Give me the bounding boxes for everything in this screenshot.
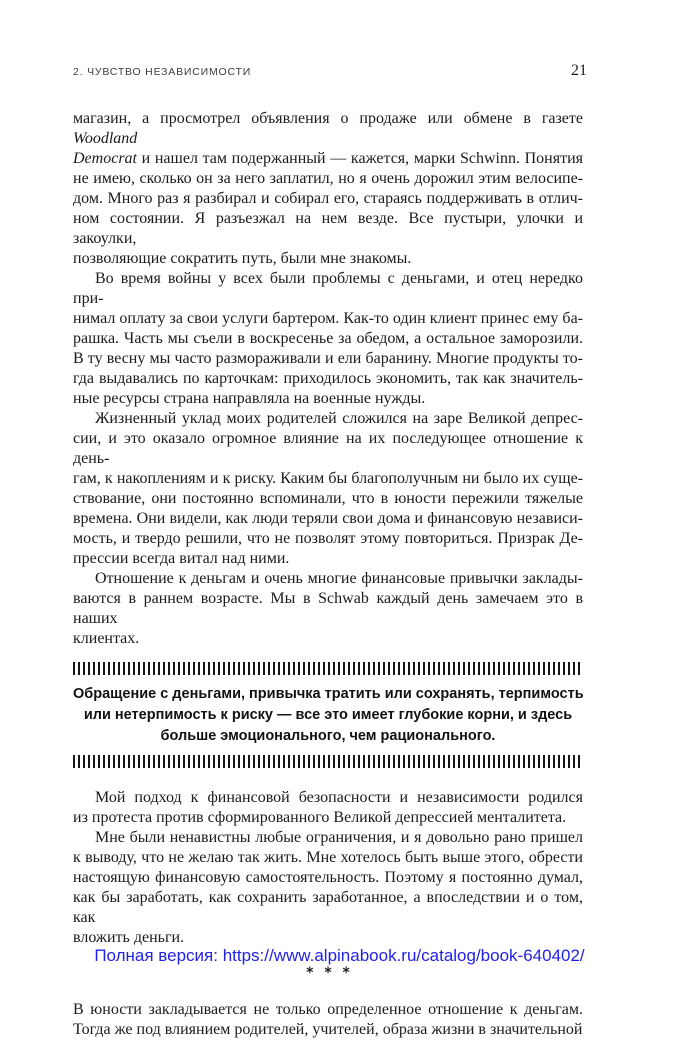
text-line: Жизненный уклад моих родителей сложился на заре Великой депрес- — [95, 410, 583, 427]
text-line: позволяющие сократить путь, были мне знакомы. — [73, 250, 412, 267]
text-line: настоящую финансовую самостоятельность. Поэтому я постоянно думал, — [73, 869, 583, 886]
paragraph-my-approach — [73, 788, 583, 828]
text-line: клиентах. — [73, 630, 140, 647]
paragraph-money-attitude — [73, 569, 583, 649]
page-body — [73, 109, 583, 1040]
text-line: времена. Они видели, как люди теряли свои дома и финансовую независи- — [73, 510, 583, 527]
text-line: Обращение с деньгами, привычка тратить или сохранять, терпимость — [73, 686, 584, 702]
full-version-link[interactable]: https://www.alpinabook.ru/catalog/book-640402/ — [222, 946, 585, 965]
paragraph-restrictions — [73, 828, 583, 948]
text-line: Мне были ненавистны любые ограничения, и я довольно рано пришел — [95, 829, 583, 846]
text-line: или нетерпимость к риску — все это имеет глубокие корни, и здесь — [83, 707, 573, 723]
text-line: магазин, а просмотрел объявления о продаже или обмене в газете Woodland — [73, 110, 583, 147]
paragraph-depression-parents — [73, 409, 583, 569]
text-line: В юности закладывается не только определенное отношение к деньгам. — [73, 1001, 583, 1018]
text-line: Во время войны у всех были проблемы с деньгами, и отец нередко при- — [73, 270, 583, 307]
pull-quote — [73, 684, 583, 747]
text-line: мость, и твердо решили, что не позволят этому повториться. Призрак Де- — [73, 530, 583, 547]
text-line: Тогда же под влиянием родителей, учителей, образа жизни в значительной — [73, 1021, 583, 1038]
section-separator: * * * — [306, 965, 350, 981]
page-number: 21 — [571, 62, 587, 79]
text-line: ствование, они постоянно вспоминали, что в юности пережили тяжелые — [73, 490, 583, 507]
text-line: Мой подход к финансовой безопасности и независимости родился — [95, 789, 583, 806]
page-header — [73, 62, 587, 80]
text-line: ваются в раннем возрасте. Мы в Schwab каждый день замечаем это в наших — [73, 590, 583, 627]
quote-top-rule — [73, 662, 583, 675]
footer — [0, 946, 679, 966]
quote-bottom-rule — [73, 755, 583, 768]
text-line: больше эмоционального, чем рационального. — [160, 728, 496, 744]
text-line: вложить деньги. — [73, 929, 185, 946]
running-title: 2. ЧУВСТВО НЕЗАВИСИМОСТИ — [73, 66, 252, 78]
text-line: как бы заработать, как сохранить заработанное, а впоследствии и о том, как — [73, 889, 583, 926]
text-line: гда выдавались по карточкам: приходилось экономить, так как значитель- — [73, 370, 583, 387]
text-line: нимал оплату за свои услуги бартером. Как-то один клиент принес ему ба- — [73, 310, 583, 327]
text-line: Отношение к деньгам и очень многие финансовые привычки заклады- — [95, 570, 583, 587]
text-line: рашка. Часть мы съели в воскресенье за обедом, а остальное заморозили. — [73, 330, 583, 347]
text-line: гам, к накоплениям и к риску. Каким бы благополучным ни было их суще- — [73, 470, 583, 487]
paragraph-wartime-barter — [73, 269, 583, 409]
text-line: В ту весну мы часто размораживали и ели баранину. Многие продукты то- — [73, 350, 583, 367]
text-line: ные ресурсы страна направляла на военные нужды. — [73, 390, 426, 407]
text-line: к выводу, что не желаю так жить. Мне хотелось быть выше этого, обрести — [73, 849, 583, 866]
text-line: не имею, сколько он за него заплатил, но я очень дорожил этим велосипе- — [73, 170, 583, 187]
text-line: сии, и это оказало огромное влияние на их последующее отношение к день- — [73, 430, 583, 467]
full-version-label: Полная версия: — [94, 946, 223, 965]
text-line: ном состоянии. Я разъезжал на нем везде. Все пустыри, улочки и закоулки, — [73, 210, 583, 247]
text-line: Democrat и нашел там подержанный — кажется, марки Schwinn. Понятия — [73, 150, 583, 167]
text-line: из протеста против сформированного Великой депрессией менталитета. — [73, 809, 567, 826]
text-line: дом. Много раз я разбирал и собирал его, стараясь поддерживать в отлич- — [73, 190, 583, 207]
paragraph-bicycle — [73, 109, 583, 269]
paragraph-youth — [73, 1000, 583, 1040]
text-line: прессии всегда витал над ними. — [73, 550, 290, 567]
